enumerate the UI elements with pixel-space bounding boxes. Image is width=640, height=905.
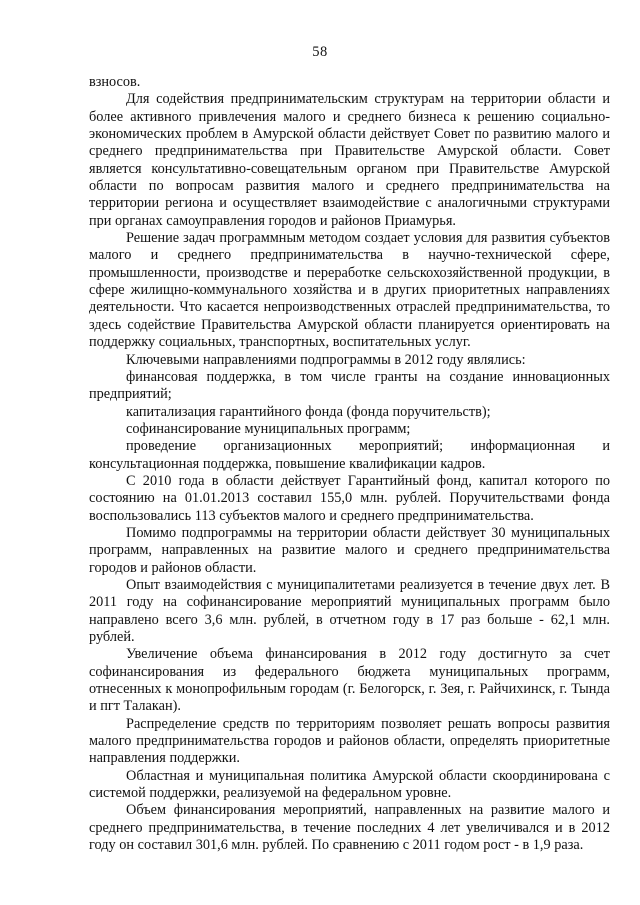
paragraph: С 2010 года в области действует Гарантийный фонд, капитал которого по состоянию на 01.01.2013 составил 155,0 млн. рублей. Поручительствами фонда воспользовались 113 субъектов малого и среднего предпринимательства. [89, 472, 610, 524]
paragraph: взносов. [89, 74, 141, 90]
list-item: софинансирование муниципальных программ; [126, 420, 411, 437]
paragraph: Помимо подпрограммы на территории области действует 30 муниципальных программ, направленных на развитие малого и среднего предпринимательства городов и районов области. [89, 524, 610, 576]
page-number: 58 [312, 44, 328, 60]
list-item: капитализация гарантийного фонда (фонда поручительств); [126, 403, 491, 420]
paragraph: Решение задач программным методом создает условия для развития субъектов малого и среднего предпринимательства в научно-технической сфере, промышленности, производстве и переработке сельскохозяйственной продукции, в сфере жилищно-коммунального хозяйства и в других приоритетных направлениях деятельности. Что касается непроизводственных отраслей предпринимательства, то здесь содействие Правительства Амурской области планируется ориентировать на поддержку социальных, транспортных, воспитательных услуг. [89, 230, 610, 351]
paragraph: Ключевыми направлениями подпрограммы в 2012 году являлись: [126, 351, 526, 368]
paragraph: Увеличение объема финансирования в 2012 году достигнуто за счет софинансирования из федерального бюджета муниципальных программ, отнесенных к монопрофильным городам (г. Белогорск, г. Зея, г. Райчихинск, г. Тында и пгт Талакан). [89, 646, 610, 715]
paragraph: Для содействия предпринимательским структурам на территории области и более активного привлечения малого и среднего бизнеса к решению социально-экономических проблем в Амурской области действует Совет по развитию малого и среднего предпринимательства при Правительстве Амурской области. Совет является консультативно-совещательным органом при Правительстве Амурской области по вопросам развития малого и среднего предпринимательства на территории региона и осуществляет взаимодействие с аналогичными структурами при органах самоуправления городов и районов Приамурья. [89, 91, 610, 229]
list-item: финансовая поддержка, в том числе гранты на создание инновационных предприятий; [89, 368, 610, 403]
paragraph: Распределение средств по территориям позволяет решать вопросы развития малого предпринимательства городов и районов области, определять приоритетные направления поддержки. [89, 715, 610, 767]
paragraph: Опыт взаимодействия с муниципалитетами реализуется в течение двух лет. В 2011 году на софинансирование мероприятий муниципальных программ было направлено всего 3,6 млн. рублей, в отчетном году в 17 раз больше - 62,1 млн. рублей. [89, 576, 610, 645]
paragraph: Областная и муниципальная политика Амурской области скоординирована с системой поддержки, реализуемой на федеральном уровне. [89, 767, 610, 802]
list-item: проведение организационных мероприятий; информационная и консультационная поддержка, повышение квалификации кадров. [89, 438, 610, 472]
paragraph: Объем финансирования мероприятий, направленных на развитие малого и среднего предпринимательства, в течение последних 4 лет увеличивался и в 2012 году он составил 301,6 млн. рублей. По сравнению с 2011 годом рост - в 1,9 раза. [89, 802, 610, 854]
body-text [89, 74, 610, 854]
